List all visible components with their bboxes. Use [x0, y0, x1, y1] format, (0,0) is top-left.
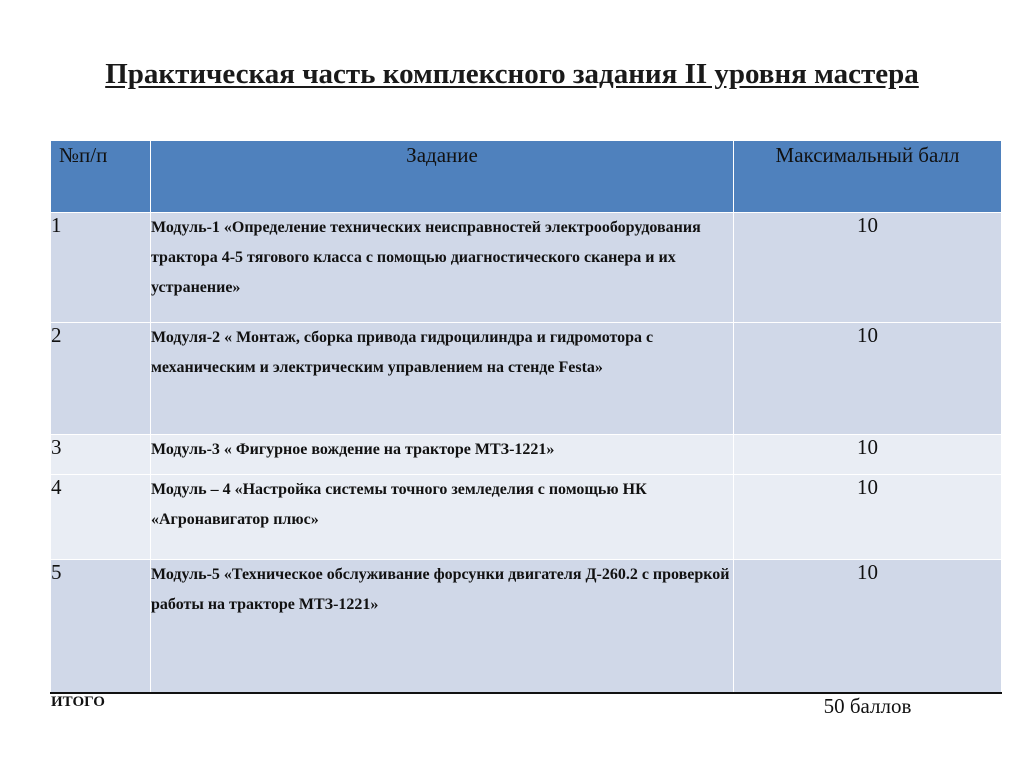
- table-row: [51, 435, 1002, 475]
- row-score: 10: [734, 475, 1002, 560]
- row-task: Модуля-2 « Монтаж, сборка привода гидроцилиндра и гидромотора с механическим и электрическим управлением на стенде Festa»: [151, 323, 734, 435]
- table-row: [51, 475, 1002, 560]
- tasks-table: [50, 140, 1002, 741]
- row-num: 3: [51, 435, 151, 475]
- row-score: 10: [734, 435, 1002, 475]
- table-header-row: [51, 141, 1002, 213]
- row-task: Модуль-5 «Техническое обслуживание форсунки двигателя Д-260.2 с проверкой работы на тракторе МТЗ-1221»: [151, 560, 734, 693]
- row-task: Модуль-1 «Определение технических неисправностей электрооборудования трактора 4-5 тягового класса с помощью диагностического сканера и их устранение»: [151, 213, 734, 323]
- table-row: [51, 560, 1002, 693]
- header-task: Задание: [151, 141, 734, 213]
- row-num: 4: [51, 475, 151, 560]
- row-num: 2: [51, 323, 151, 435]
- row-num: 5: [51, 560, 151, 693]
- total-value: 50 баллов: [734, 693, 1002, 741]
- row-score: 10: [734, 560, 1002, 693]
- total-label: ИТОГО: [51, 693, 734, 741]
- table-row: [51, 213, 1002, 323]
- page-title: Практическая часть комплексного задания II уровня мастера: [105, 58, 919, 90]
- row-score: 10: [734, 323, 1002, 435]
- row-score: 10: [734, 213, 1002, 323]
- row-task: Модуль – 4 «Настройка системы точного земледелия с помощью НК «Агронавигатор плюс»: [151, 475, 734, 560]
- row-num: 1: [51, 213, 151, 323]
- header-num: №п/п: [51, 141, 151, 213]
- table-row: [51, 323, 1002, 435]
- total-row: [51, 693, 1002, 741]
- row-task: Модуль-3 « Фигурное вождение на тракторе МТЗ-1221»: [151, 435, 734, 475]
- header-max-score: Максимальный балл: [734, 141, 1002, 213]
